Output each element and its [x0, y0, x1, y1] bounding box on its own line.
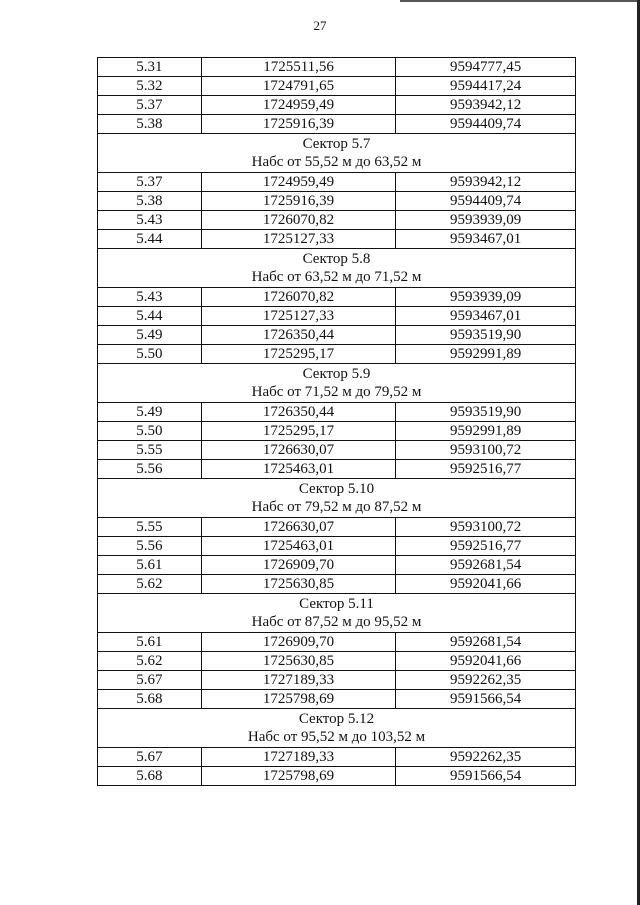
sector-header-row [98, 364, 576, 403]
page-number: 27 [313, 18, 327, 33]
table-row [98, 633, 576, 652]
table-row [98, 326, 576, 345]
x-coordinate-cell: 1726909,70 [201, 556, 396, 575]
table-row [98, 537, 576, 556]
point-id-cell: 5.56 [98, 537, 202, 556]
sector-height-range: Набс от 79,52 м до 87,52 м [251, 499, 422, 515]
table-row [98, 671, 576, 690]
x-coordinate-cell: 1726630,07 [201, 441, 396, 460]
coordinates-table [97, 57, 576, 786]
point-id-cell: 5.61 [98, 556, 202, 575]
table-row [98, 460, 576, 479]
x-coordinate-cell: 1725630,85 [201, 575, 396, 594]
table-row [98, 403, 576, 422]
table-row [98, 307, 576, 326]
x-coordinate-cell: 1725511,56 [201, 58, 396, 77]
table-row [98, 518, 576, 537]
sector-header-cell [98, 479, 576, 518]
sector-height-range: Набс от 71,52 м до 79,52 м [251, 384, 422, 400]
y-coordinate-cell: 9594409,74 [396, 115, 576, 134]
point-id-cell: 5.37 [98, 96, 202, 115]
y-coordinate-cell: 9593519,90 [396, 326, 576, 345]
y-coordinate-cell: 9592041,66 [396, 652, 576, 671]
table-row [98, 767, 576, 786]
point-id-cell: 5.43 [98, 288, 202, 307]
table-row [98, 173, 576, 192]
table-row [98, 441, 576, 460]
y-coordinate-cell: 9593100,72 [396, 518, 576, 537]
sector-header-cell [98, 594, 576, 633]
point-id-cell: 5.67 [98, 748, 202, 767]
y-coordinate-cell: 9592262,35 [396, 748, 576, 767]
x-coordinate-cell: 1725295,17 [201, 345, 396, 364]
x-coordinate-cell: 1725916,39 [201, 192, 396, 211]
x-coordinate-cell: 1725798,69 [201, 767, 396, 786]
y-coordinate-cell: 9592681,54 [396, 633, 576, 652]
point-id-cell: 5.49 [98, 403, 202, 422]
point-id-cell: 5.68 [98, 690, 202, 709]
x-coordinate-cell: 1724959,49 [201, 173, 396, 192]
sector-title: Сектор 5.8 [302, 251, 371, 267]
y-coordinate-cell: 9593519,90 [396, 403, 576, 422]
y-coordinate-cell: 9593467,01 [396, 230, 576, 249]
x-coordinate-cell: 1725463,01 [201, 537, 396, 556]
page-edge-top [400, 0, 640, 2]
table-row [98, 575, 576, 594]
sector-header-cell [98, 249, 576, 288]
point-id-cell: 5.62 [98, 575, 202, 594]
sector-header-row [98, 134, 576, 173]
table-row [98, 422, 576, 441]
point-id-cell: 5.50 [98, 422, 202, 441]
x-coordinate-cell: 1725916,39 [201, 115, 396, 134]
y-coordinate-cell: 9592681,54 [396, 556, 576, 575]
table-row [98, 288, 576, 307]
x-coordinate-cell: 1725463,01 [201, 460, 396, 479]
x-coordinate-cell: 1725127,33 [201, 307, 396, 326]
sector-height-range: Набс от 87,52 м до 95,52 м [251, 614, 422, 630]
table-row [98, 690, 576, 709]
x-coordinate-cell: 1726070,82 [201, 288, 396, 307]
sector-title: Сектор 5.10 [298, 481, 375, 497]
x-coordinate-cell: 1726350,44 [201, 403, 396, 422]
y-coordinate-cell: 9594777,45 [396, 58, 576, 77]
point-id-cell: 5.31 [98, 58, 202, 77]
point-id-cell: 5.38 [98, 115, 202, 134]
sector-height-range: Набс от 63,52 м до 71,52 м [251, 269, 422, 285]
y-coordinate-cell: 9592516,77 [396, 460, 576, 479]
table-row [98, 77, 576, 96]
y-coordinate-cell: 9592516,77 [396, 537, 576, 556]
coordinates-table-body [98, 58, 576, 786]
table-row [98, 748, 576, 767]
point-id-cell: 5.55 [98, 518, 202, 537]
point-id-cell: 5.50 [98, 345, 202, 364]
y-coordinate-cell: 9594409,74 [396, 192, 576, 211]
sector-header-cell [98, 134, 576, 173]
sector-height-range: Набс от 95,52 м до 103,52 м [247, 729, 426, 745]
point-id-cell: 5.56 [98, 460, 202, 479]
y-coordinate-cell: 9593942,12 [396, 173, 576, 192]
table-row [98, 211, 576, 230]
point-id-cell: 5.55 [98, 441, 202, 460]
x-coordinate-cell: 1726070,82 [201, 211, 396, 230]
sector-title: Сектор 5.7 [302, 136, 371, 152]
x-coordinate-cell: 1727189,33 [201, 748, 396, 767]
sector-header-row [98, 709, 576, 748]
point-id-cell: 5.32 [98, 77, 202, 96]
sector-title: Сектор 5.11 [299, 596, 374, 612]
x-coordinate-cell: 1724959,49 [201, 96, 396, 115]
point-id-cell: 5.68 [98, 767, 202, 786]
table-row [98, 345, 576, 364]
sector-title: Сектор 5.12 [298, 711, 375, 727]
x-coordinate-cell: 1726630,07 [201, 518, 396, 537]
sector-header-row [98, 594, 576, 633]
sector-title: Сектор 5.9 [302, 366, 371, 382]
point-id-cell: 5.44 [98, 307, 202, 326]
point-id-cell: 5.61 [98, 633, 202, 652]
point-id-cell: 5.67 [98, 671, 202, 690]
sector-height-range: Набс от 55,52 м до 63,52 м [251, 154, 422, 170]
x-coordinate-cell: 1726909,70 [201, 633, 396, 652]
y-coordinate-cell: 9592262,35 [396, 671, 576, 690]
point-id-cell: 5.38 [98, 192, 202, 211]
x-coordinate-cell: 1724791,65 [201, 77, 396, 96]
x-coordinate-cell: 1725127,33 [201, 230, 396, 249]
point-id-cell: 5.37 [98, 173, 202, 192]
sector-header-row [98, 479, 576, 518]
y-coordinate-cell: 9592041,66 [396, 575, 576, 594]
point-id-cell: 5.49 [98, 326, 202, 345]
y-coordinate-cell: 9591566,54 [396, 690, 576, 709]
point-id-cell: 5.44 [98, 230, 202, 249]
x-coordinate-cell: 1727189,33 [201, 671, 396, 690]
x-coordinate-cell: 1725295,17 [201, 422, 396, 441]
y-coordinate-cell: 9594417,24 [396, 77, 576, 96]
x-coordinate-cell: 1725798,69 [201, 690, 396, 709]
sector-header-cell [98, 364, 576, 403]
x-coordinate-cell: 1725630,85 [201, 652, 396, 671]
table-row [98, 96, 576, 115]
sector-header-cell [98, 709, 576, 748]
table-row [98, 556, 576, 575]
y-coordinate-cell: 9592991,89 [396, 422, 576, 441]
sector-header-row [98, 249, 576, 288]
y-coordinate-cell: 9591566,54 [396, 767, 576, 786]
table-row [98, 230, 576, 249]
y-coordinate-cell: 9593467,01 [396, 307, 576, 326]
y-coordinate-cell: 9593939,09 [396, 288, 576, 307]
y-coordinate-cell: 9593100,72 [396, 441, 576, 460]
y-coordinate-cell: 9593942,12 [396, 96, 576, 115]
table-row [98, 58, 576, 77]
table-row [98, 115, 576, 134]
table-row [98, 192, 576, 211]
point-id-cell: 5.43 [98, 211, 202, 230]
y-coordinate-cell: 9592991,89 [396, 345, 576, 364]
y-coordinate-cell: 9593939,09 [396, 211, 576, 230]
table-row [98, 652, 576, 671]
point-id-cell: 5.62 [98, 652, 202, 671]
x-coordinate-cell: 1726350,44 [201, 326, 396, 345]
